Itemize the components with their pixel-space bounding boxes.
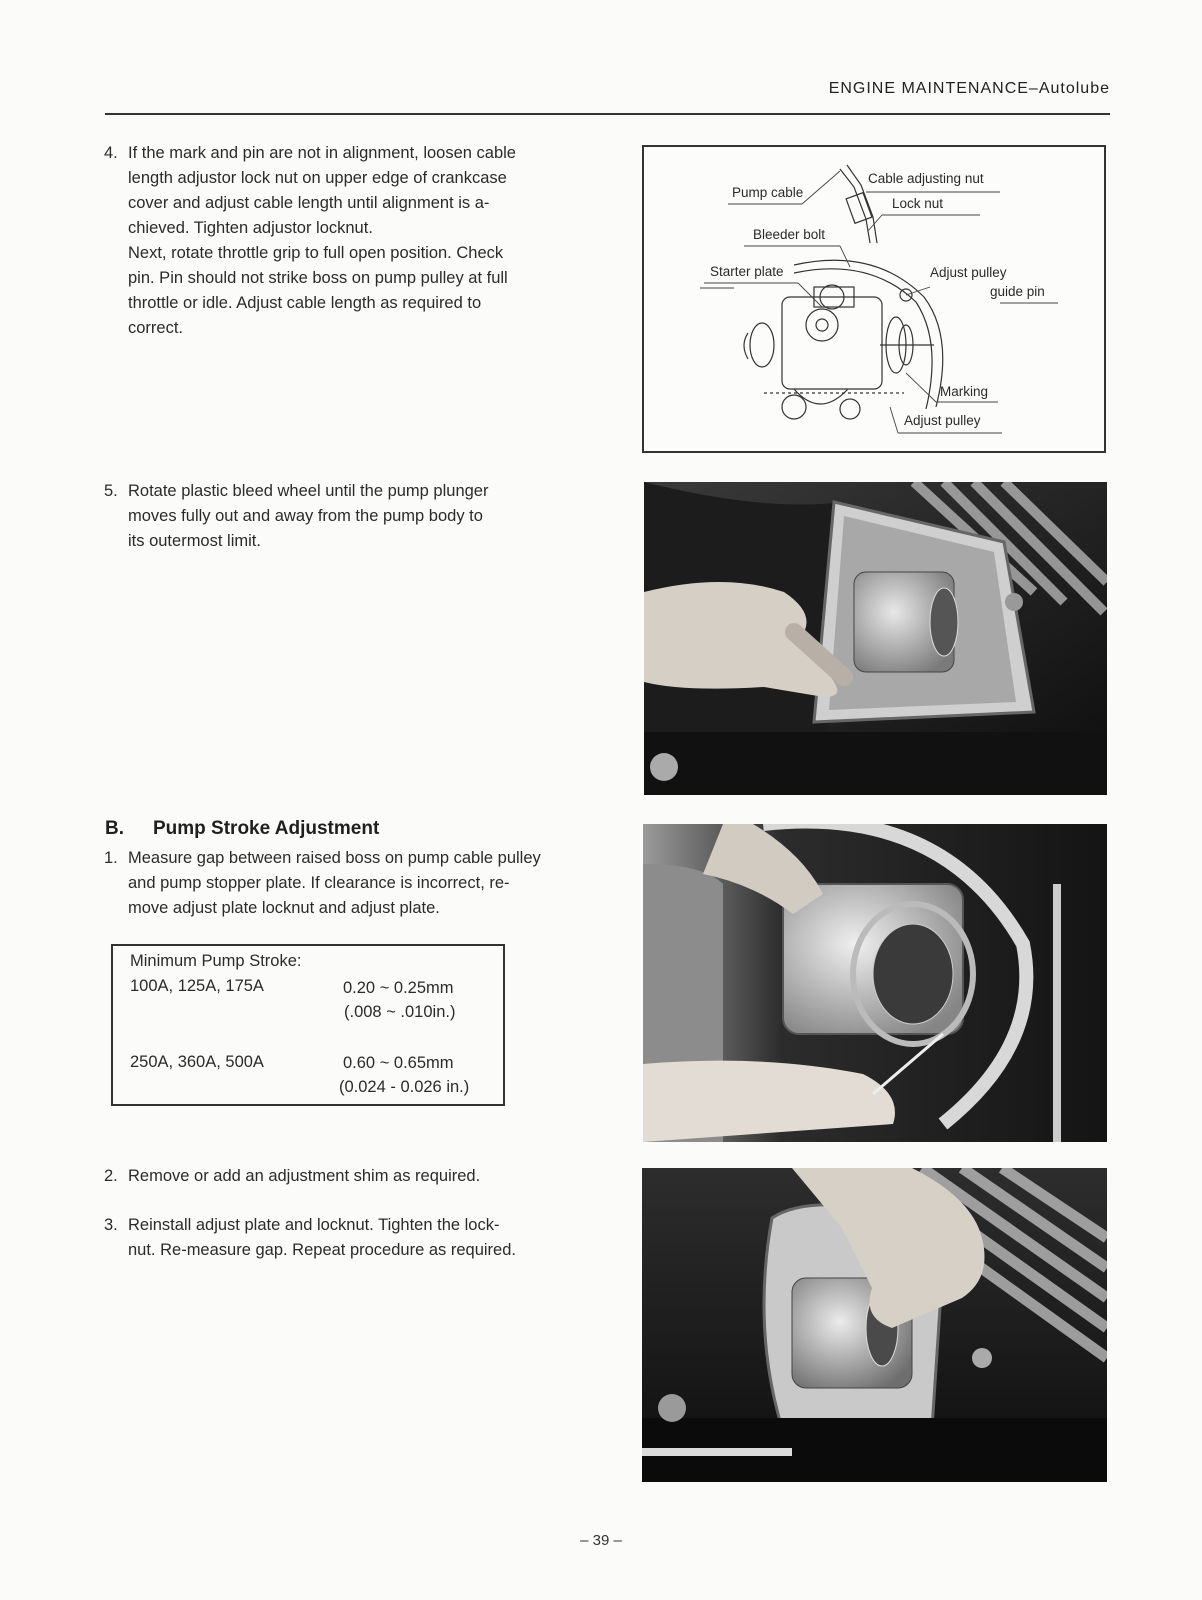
reinstall-locknut-photo bbox=[642, 1168, 1107, 1482]
step-b2 bbox=[104, 1164, 580, 1189]
pump-diagram-drawing bbox=[644, 147, 1104, 451]
spec-heading: Minimum Pump Stroke: bbox=[130, 952, 302, 970]
text-line: Rotate plastic bleed wheel until the pump plunger bbox=[128, 482, 489, 500]
step-text bbox=[128, 1213, 580, 1263]
text-line: move adjust plate locknut and adjust plate. bbox=[128, 899, 440, 917]
text-line: Remove or add an adjustment shim as required. bbox=[128, 1167, 481, 1185]
section-title: Pump Stroke Adjustment bbox=[153, 818, 380, 839]
text-line: Measure gap between raised boss on pump cable pulley bbox=[128, 849, 541, 867]
step-b3 bbox=[104, 1213, 580, 1263]
text-line: correct. bbox=[128, 319, 184, 337]
spec-value-in: (.008 ~ .010in.) bbox=[344, 1003, 456, 1021]
diagram-label: Pump cable bbox=[732, 185, 804, 200]
step-text bbox=[128, 1164, 580, 1189]
step-number: 4. bbox=[104, 144, 118, 162]
text-line: and pump stopper plate. If clearance is incorrect, re- bbox=[128, 874, 510, 892]
spec-value-in: (0.024 - 0.026 in.) bbox=[339, 1078, 470, 1096]
diagram-label: guide pin bbox=[990, 284, 1045, 299]
step-number: 1. bbox=[104, 849, 118, 867]
section-heading bbox=[105, 818, 379, 840]
step-5 bbox=[104, 479, 580, 554]
step-4 bbox=[104, 141, 580, 341]
photo-rendering bbox=[642, 1168, 1107, 1482]
step-number: 2. bbox=[104, 1167, 118, 1185]
text-line: throttle or idle. Adjust cable length as required to bbox=[128, 294, 482, 312]
diagram-label: Starter plate bbox=[710, 264, 784, 279]
photo-rendering bbox=[644, 482, 1107, 795]
bleed-wheel-photo bbox=[644, 482, 1107, 795]
text-line: moves fully out and away from the pump body to bbox=[128, 507, 483, 525]
text-line: If the mark and pin are not in alignment, loosen cable bbox=[128, 144, 516, 162]
diagram-label: Lock nut bbox=[892, 196, 944, 211]
step-b1 bbox=[104, 846, 580, 921]
diagram-label: Cable adjusting nut bbox=[868, 171, 984, 186]
diagram-label: Adjust pulley bbox=[904, 413, 981, 428]
running-header: ENGINE MAINTENANCE–Autolube bbox=[828, 80, 1110, 97]
text-line: pin. Pin should not strike boss on pump pulley at full bbox=[128, 269, 508, 287]
step-number: 3. bbox=[104, 1216, 118, 1234]
measure-gap-photo bbox=[643, 824, 1107, 1142]
text-line: Reinstall adjust plate and locknut. Tighten the lock- bbox=[128, 1216, 500, 1234]
step-text bbox=[128, 141, 580, 341]
spec-models: 250A, 360A, 500A bbox=[130, 1053, 264, 1071]
text-line: chieved. Tighten adjustor locknut. bbox=[128, 219, 373, 237]
text-line: cover and adjust cable length until alignment is a- bbox=[128, 194, 490, 212]
header-rule bbox=[105, 113, 1110, 115]
text-line: nut. Re-measure gap. Repeat procedure as required. bbox=[128, 1241, 516, 1259]
spec-table bbox=[111, 944, 505, 1106]
page-number: – 39 – bbox=[580, 1532, 622, 1549]
text-line: Next, rotate throttle grip to full open position. Check bbox=[128, 244, 504, 262]
text-line: its outermost limit. bbox=[128, 532, 261, 550]
diagram-label: Marking bbox=[940, 384, 989, 399]
spec-models: 100A, 125A, 175A bbox=[130, 977, 264, 995]
spec-value-mm: 0.60 ~ 0.65mm bbox=[343, 1054, 454, 1072]
text-line: length adjustor lock nut on upper edge of crankcase bbox=[128, 169, 507, 187]
diagram-label: Adjust pulley bbox=[930, 265, 1007, 280]
section-letter: B. bbox=[105, 818, 124, 839]
diagram-label: Bleeder bolt bbox=[753, 227, 826, 242]
step-number: 5. bbox=[104, 482, 118, 500]
step-text bbox=[128, 846, 580, 921]
photo-rendering bbox=[643, 824, 1107, 1142]
spec-value-mm: 0.20 ~ 0.25mm bbox=[343, 979, 454, 997]
pump-diagram bbox=[642, 145, 1106, 453]
step-text bbox=[128, 479, 580, 554]
